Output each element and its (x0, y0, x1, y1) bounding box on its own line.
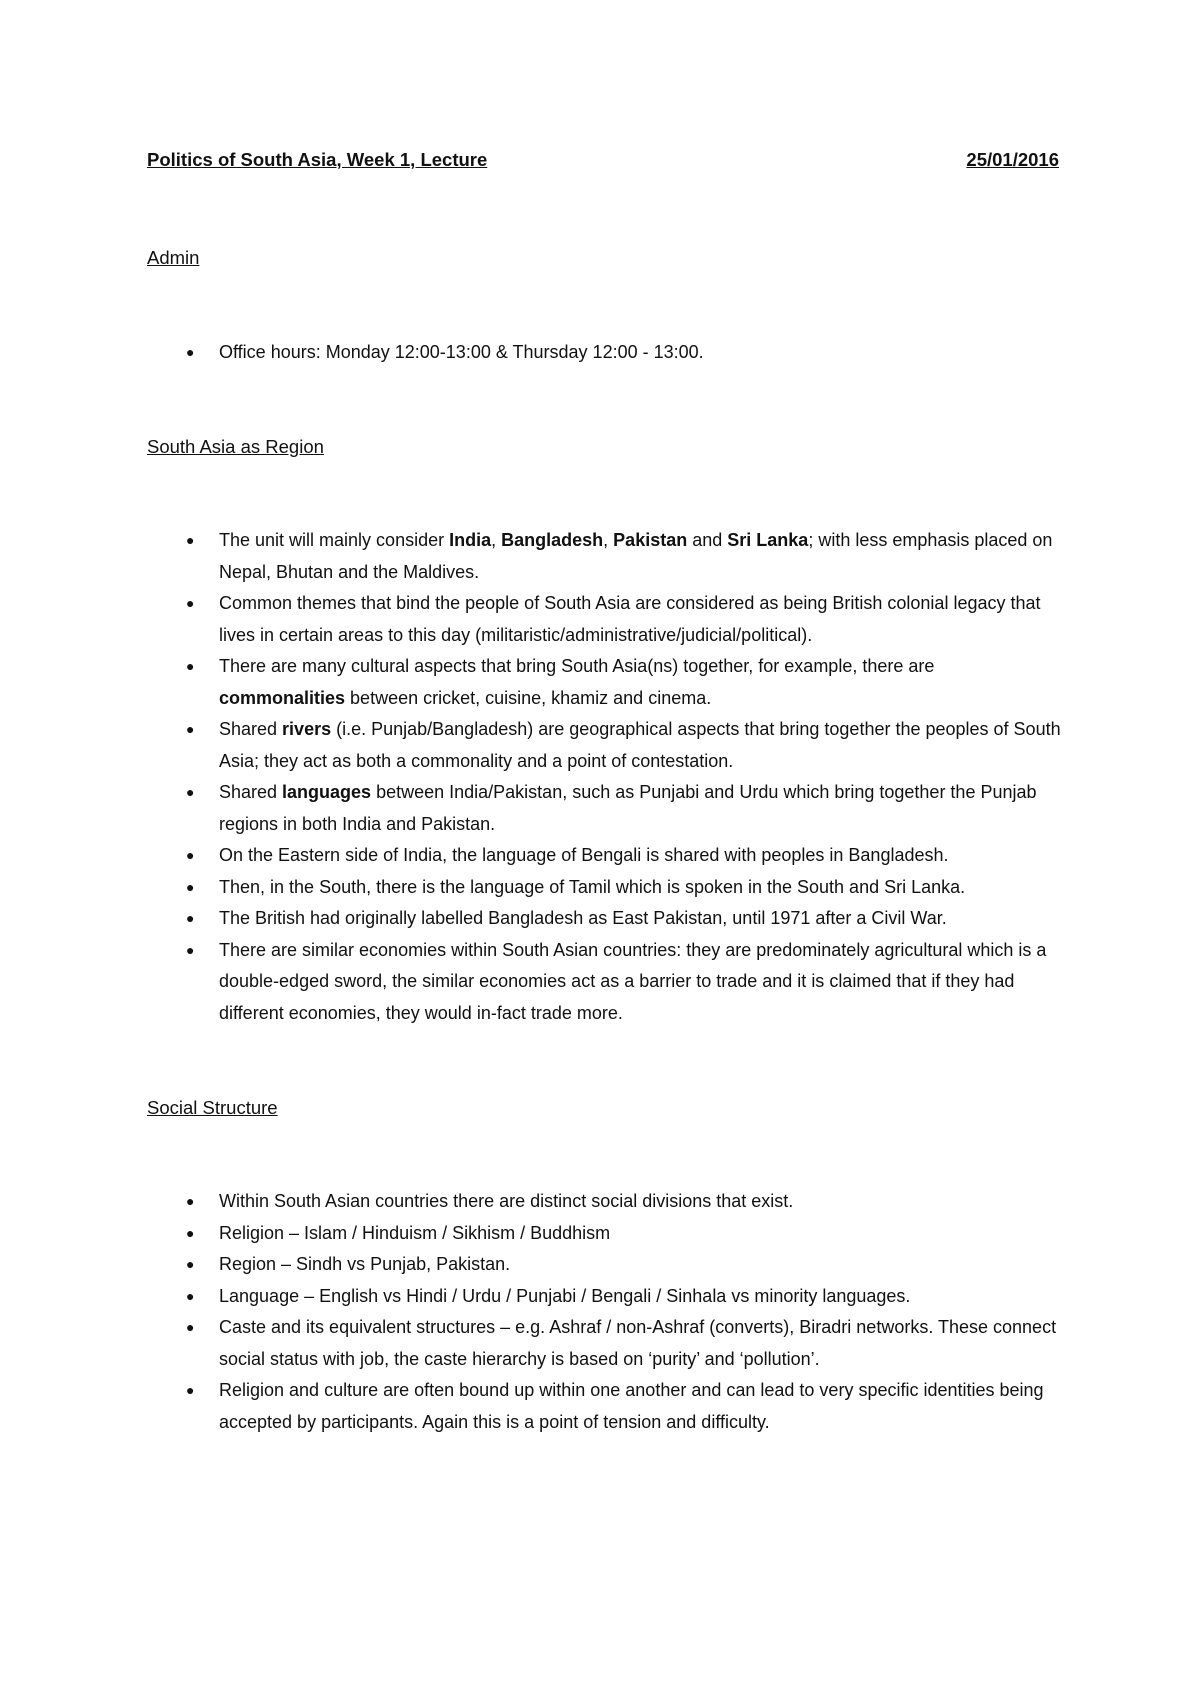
text-run: Religion – Islam / Hinduism / Sikhism / Buddhism (219, 1222, 611, 1243)
list-item (0, 840, 1064, 872)
section-heading-admin: Admin (147, 247, 200, 268)
text-run: Region – Sindh vs Punjab, Pakistan. (219, 1254, 511, 1274)
text-run: , (491, 530, 502, 550)
list-item (0, 872, 1064, 904)
section-heading-south-asia-as-region: South Asia as Region (147, 436, 324, 457)
list-item (0, 1218, 1064, 1250)
bullet-list-admin (0, 337, 1200, 369)
bullet-icon: ● (186, 1287, 195, 1304)
document-header (147, 148, 1059, 172)
text-run: (i.e. Punjab/Bangladesh) are geographical aspects that bring together the peoples of South Asia; they act as both a commonality and a point of contestation. (219, 719, 1061, 771)
list-item (0, 903, 1064, 935)
text-run: Office hours: Monday 12:00-13:00 & Thursday 12:00 - 13:00. (219, 342, 704, 362)
list-item (0, 651, 1064, 714)
text-run: Common themes that bind the people of South Asia are considered as being British colonial legacy that lives in certain areas to this day (militaristic/administrative/judicial/political). (219, 593, 1041, 645)
bullet-icon: ● (186, 595, 195, 611)
text-run: There are many cultural aspects that bring South Asia(ns) together, for example, there are (219, 656, 935, 676)
text-run: Within South Asian countries there are distinct social divisions that exist. (219, 1191, 794, 1211)
bullet-icon: ● (186, 847, 195, 863)
list-item (0, 1281, 1064, 1313)
text-run: between cricket, cuisine, khamiz and cinema. (345, 687, 712, 708)
list-item (0, 337, 1064, 369)
list-item (0, 1312, 1064, 1375)
bullet-icon: ● (186, 1382, 195, 1398)
text-run: There are similar economies within South Asian countries: they are predominately agricultural which is a double-edged sword, the similar economies act as a barrier to trade and it is claimed that if they had different economies, they would in-fact trade more. (219, 939, 1047, 1023)
text-run: On the Eastern side of India, the language of Bengali is shared with peoples in Bangladesh. (219, 845, 949, 865)
text-run: Then, in the South, there is the language of Tamil which is spoken in the South and Sri Lanka. (219, 876, 966, 897)
text-run: Religion and culture are often bound up within one another and can lead to very specific identities being accepted by participants. Again this is a point of tension and difficulty. (219, 1380, 1044, 1432)
bold-text: Pakistan (613, 530, 688, 550)
list-item (0, 1375, 1064, 1438)
bold-text: rivers (282, 719, 332, 739)
text-run: between India/Pakistan, such as Punjabi and Urdu which bring together the Punjab regions in both India and Pakistan. (219, 782, 1037, 834)
text-run: Shared (219, 719, 283, 739)
list-item (0, 1249, 1064, 1281)
bullet-icon: ● (186, 532, 195, 548)
section-heading-social-structure: Social Structure (147, 1097, 278, 1118)
bullet-icon: ● (186, 1224, 195, 1241)
text-run: Caste and its equivalent structures – e.g. Ashraf / non-Ashraf (converts), Biradri networks. These connect social status with job, the caste hierarchy is based on ‘purity’ and ‘pollution’. (219, 1317, 1057, 1369)
bullet-icon: ● (186, 344, 195, 360)
bullet-icon: ● (186, 910, 195, 926)
bullet-icon: ● (186, 878, 195, 895)
list-item (0, 1186, 1064, 1218)
list-item (0, 525, 1064, 588)
list-item (0, 588, 1064, 651)
text-run: and (687, 530, 728, 550)
bullet-icon: ● (186, 941, 195, 958)
bullet-list-south-asia-as-region (0, 525, 1200, 1029)
text-run: The unit will mainly consider (219, 530, 450, 550)
text-run: Language – English vs Hindi / Urdu / Punjabi / Bengali / Sinhala vs minority languages. (219, 1285, 911, 1306)
bold-text: Bangladesh (501, 530, 604, 550)
bold-text: Sri Lanka (727, 530, 809, 550)
bold-text: commonalities (219, 687, 346, 708)
bold-text: languages (282, 782, 372, 802)
text-run: Shared (219, 782, 283, 802)
list-item (0, 935, 1064, 1030)
document-title: Politics of South Asia, Week 1, Lecture (147, 149, 488, 170)
bullet-icon: ● (186, 1256, 195, 1272)
bullet-icon: ● (186, 1319, 195, 1335)
bullet-icon: ● (186, 784, 195, 800)
bold-text: India (449, 530, 492, 550)
text-run: , (603, 530, 614, 550)
bullet-icon: ● (186, 1193, 195, 1209)
bullet-icon: ● (186, 658, 195, 674)
bullet-icon: ● (186, 721, 195, 737)
document-date: 25/01/2016 (966, 149, 1059, 170)
list-item (0, 714, 1064, 777)
list-item (0, 777, 1064, 840)
text-run: ; with less emphasis placed on Nepal, Bhutan and the Maldives. (219, 530, 1053, 582)
bullet-list-social-structure (0, 1186, 1200, 1438)
text-run: The British had originally labelled Bangladesh as East Pakistan, until 1971 after a Civil War. (219, 908, 947, 928)
